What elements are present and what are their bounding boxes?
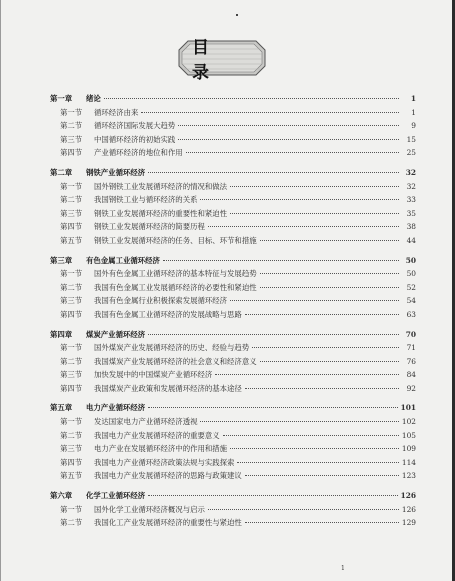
section-title: 电力产业在发展循环经济中的作用和措施: [94, 444, 228, 454]
section-title: 国外钢铁工业发展循环经济的情况和做法: [94, 181, 228, 191]
section-page-number: 84: [406, 370, 416, 380]
toc-section-entry[interactable]: [50, 308, 416, 322]
toc-section-entry[interactable]: [50, 119, 416, 133]
section-title: 我国电力产业发展循环经济的思路与政策建议: [94, 471, 242, 481]
toc-section-entry[interactable]: [50, 207, 416, 221]
section-label: 第一节: [60, 107, 83, 117]
leader-dots: [200, 421, 398, 422]
section-title: 国外煤炭产业发展循环经济的历史、经验与趋势: [94, 343, 250, 353]
section-label: 第四节: [60, 222, 83, 232]
leader-dots: [148, 172, 399, 173]
chapter-title: 绪论: [86, 94, 101, 103]
section-page-number: 123: [401, 471, 416, 481]
chapter-label: 第四章: [50, 329, 73, 339]
section-page-number: 76: [406, 356, 416, 366]
leader-dots: [163, 260, 399, 261]
leader-dots: [260, 361, 399, 362]
toc-section-entry[interactable]: [50, 220, 416, 234]
section-title: 我国化工产业发展循环经济的重要性与紧迫性: [94, 518, 242, 528]
toc-section-entry[interactable]: [50, 456, 416, 470]
chapter-page-number: 101: [400, 403, 416, 413]
toc-section-entry[interactable]: [50, 503, 416, 517]
section-label: 第二节: [60, 121, 83, 131]
leader-dots: [245, 475, 399, 476]
chapter-title: 有色金属工业循环经济: [86, 255, 160, 265]
leader-dots: [148, 495, 397, 496]
chapter-title: 化学工业循环经济: [86, 491, 146, 501]
leader-dots: [245, 314, 399, 315]
leader-dots: [230, 186, 399, 187]
scan-speck: [236, 14, 238, 16]
leader-dots: [223, 435, 399, 436]
section-label: 第三节: [60, 296, 83, 306]
section-label: 第三节: [60, 370, 83, 380]
section-page-number: 109: [401, 444, 416, 454]
section-label: 第二节: [60, 356, 83, 366]
toc-section-entry[interactable]: [50, 281, 416, 295]
leader-dots: [260, 273, 399, 274]
chapter-title: 煤炭产业循环经济: [86, 329, 146, 339]
chapter-page-number: 32: [405, 167, 416, 177]
section-page-number: 9: [411, 121, 416, 131]
section-title: 我国有色金属工业循环经济的发展战略与思路: [94, 309, 242, 319]
section-label: 第一节: [60, 269, 83, 279]
leader-dots: [141, 112, 399, 113]
leader-dots: [260, 240, 399, 241]
section-label: 第二节: [60, 282, 83, 292]
leader-dots: [178, 139, 399, 140]
chapter-label: 第二章: [50, 167, 73, 177]
section-label: 第四节: [60, 148, 83, 158]
section-label: 第一节: [60, 504, 83, 514]
section-title: 我国电力产业循环经济政策法规与实践探索: [94, 457, 235, 467]
chapter-label: 第三章: [50, 255, 73, 265]
toc-chapter: [50, 401, 416, 483]
leader-dots: [245, 522, 399, 523]
toc-chapter: [50, 92, 416, 160]
section-title: 产业循环经济的地位和作用: [94, 148, 183, 158]
page-left-edge: [0, 0, 1, 581]
toc-chapter-entry[interactable]: [50, 328, 416, 342]
toc-chapter: [50, 254, 416, 322]
section-title: 中国循环经济的初始实践: [94, 134, 176, 144]
section-label: 第二节: [60, 518, 83, 528]
toc-section-entry[interactable]: [50, 106, 416, 120]
section-label: 第一节: [60, 181, 83, 191]
section-title: 钢铁工业发展循环经济的重要性和紧迫性: [94, 208, 228, 218]
toc-section-entry[interactable]: [50, 368, 416, 382]
leader-dots: [215, 374, 399, 375]
section-title: 加快发展中的中国煤炭产业循环经济: [94, 370, 213, 380]
section-label: 第五节: [60, 471, 83, 481]
section-label: 第四节: [60, 383, 83, 393]
section-page-number: 1: [411, 107, 416, 117]
toc-section-entry[interactable]: [50, 442, 416, 456]
toc-section-entry[interactable]: [50, 355, 416, 369]
leader-dots: [208, 226, 399, 227]
section-title: 钢铁工业发展循环经济的简要历程: [94, 222, 205, 232]
leader-dots: [237, 462, 398, 463]
leader-dots: [200, 199, 399, 200]
toc-chapter-entry[interactable]: [50, 166, 416, 180]
toc-section-entry[interactable]: [50, 469, 416, 483]
toc-section-entry[interactable]: [50, 193, 416, 207]
section-title: 我国电力产业发展循环经济的重要意义: [94, 430, 220, 440]
toc-chapter: [50, 166, 416, 248]
chapter-page-number: 126: [400, 491, 416, 501]
section-label: 第五节: [60, 235, 83, 245]
section-title: 国外有色金属工业循环经济的基本特征与发展趋势: [94, 269, 257, 279]
leader-dots: [230, 448, 399, 449]
section-label: 第一节: [60, 343, 83, 353]
leader-dots: [260, 287, 399, 288]
section-page-number: 92: [406, 383, 416, 393]
section-page-number: 32: [406, 181, 416, 191]
section-page-number: 102: [401, 417, 416, 427]
section-label: 第二节: [60, 195, 83, 205]
toc-chapter-entry[interactable]: [50, 254, 416, 268]
leader-dots: [104, 98, 399, 99]
section-title: 钢铁工业发展循环经济的任务、目标、环节和措施: [94, 235, 257, 245]
toc-chapter-entry[interactable]: [50, 489, 416, 503]
section-title: 我国有色金属行业积极探索发展循环经济: [94, 296, 228, 306]
toc-chapter-entry[interactable]: [50, 92, 416, 106]
table-of-contents: [50, 92, 416, 536]
section-label: 第三节: [60, 134, 83, 144]
chapter-label: 第一章: [50, 94, 73, 103]
section-page-number: 71: [406, 343, 416, 353]
section-title: 我国有色金属工业发展循环经济的必要性和紧迫性: [94, 282, 257, 292]
section-page-number: 114: [401, 457, 416, 467]
leader-dots: [186, 152, 399, 153]
toc-section-entry[interactable]: [50, 382, 416, 396]
toc-chapter: [50, 489, 416, 530]
toc-section-entry[interactable]: [50, 146, 416, 160]
leader-dots: [230, 213, 399, 214]
toc-section-entry[interactable]: [50, 133, 416, 147]
page-number: 1: [341, 565, 345, 572]
toc-title-banner: [178, 38, 266, 83]
section-page-number: 129: [401, 518, 416, 528]
section-page-number: 33: [406, 195, 416, 205]
toc-section-entry[interactable]: [50, 341, 416, 355]
section-label: 第三节: [60, 444, 83, 454]
section-title: 我国煤炭产业政策和发展循环经济的基本途径: [94, 383, 242, 393]
section-title: 国外化学工业循环经济概况与启示: [94, 504, 205, 514]
toc-section-entry[interactable]: [50, 429, 416, 443]
section-page-number: 54: [406, 296, 416, 306]
toc-section-entry[interactable]: [50, 516, 416, 530]
chapter-page-number: 1: [410, 94, 416, 103]
section-label: 第三节: [60, 208, 83, 218]
section-label: 第二节: [60, 430, 83, 440]
section-label: 第四节: [60, 309, 83, 319]
chapter-page-number: 50: [405, 255, 416, 265]
chapter-title: 电力产业循环经济: [86, 403, 146, 413]
section-label: 第四节: [60, 457, 83, 467]
toc-section-entry[interactable]: [50, 234, 416, 248]
leader-dots: [208, 509, 399, 510]
section-label: 第一节: [60, 417, 83, 427]
page-title: 目 录: [192, 38, 223, 83]
leader-dots: [245, 388, 399, 389]
leader-dots: [148, 407, 397, 408]
section-page-number: 105: [401, 430, 416, 440]
section-page-number: 50: [406, 269, 416, 279]
section-page-number: 25: [406, 148, 416, 158]
leader-dots: [148, 334, 399, 335]
toc-section-entry[interactable]: [50, 415, 416, 429]
leader-dots: [178, 125, 399, 126]
section-title: 循环经济由来: [94, 107, 139, 117]
section-page-number: 15: [406, 134, 416, 144]
toc-section-entry[interactable]: [50, 180, 416, 194]
toc-chapter: [50, 328, 416, 396]
chapter-label: 第六章: [50, 491, 73, 501]
toc-section-entry[interactable]: [50, 267, 416, 281]
section-page-number: 35: [406, 208, 416, 218]
section-page-number: 44: [406, 235, 416, 245]
section-title: 发达国家电力产业循环经济透视: [94, 417, 198, 427]
section-page-number: 126: [401, 504, 416, 514]
section-title: 我国煤炭产业发展循环经济的社会意义和经济意义: [94, 356, 257, 366]
section-page-number: 52: [406, 282, 416, 292]
toc-chapter-entry[interactable]: [50, 401, 416, 415]
chapter-page-number: 70: [405, 329, 416, 339]
section-title: 我国钢铁工业与循环经济的关系: [94, 195, 198, 205]
leader-dots: [230, 300, 399, 301]
chapter-label: 第五章: [50, 403, 73, 413]
toc-section-entry[interactable]: [50, 294, 416, 308]
section-page-number: 38: [406, 222, 416, 232]
section-title: 循环经济国际发展大趋势: [94, 121, 176, 131]
section-page-number: 63: [406, 309, 416, 319]
leader-dots: [252, 347, 399, 348]
chapter-title: 钢铁产业循环经济: [86, 167, 146, 177]
